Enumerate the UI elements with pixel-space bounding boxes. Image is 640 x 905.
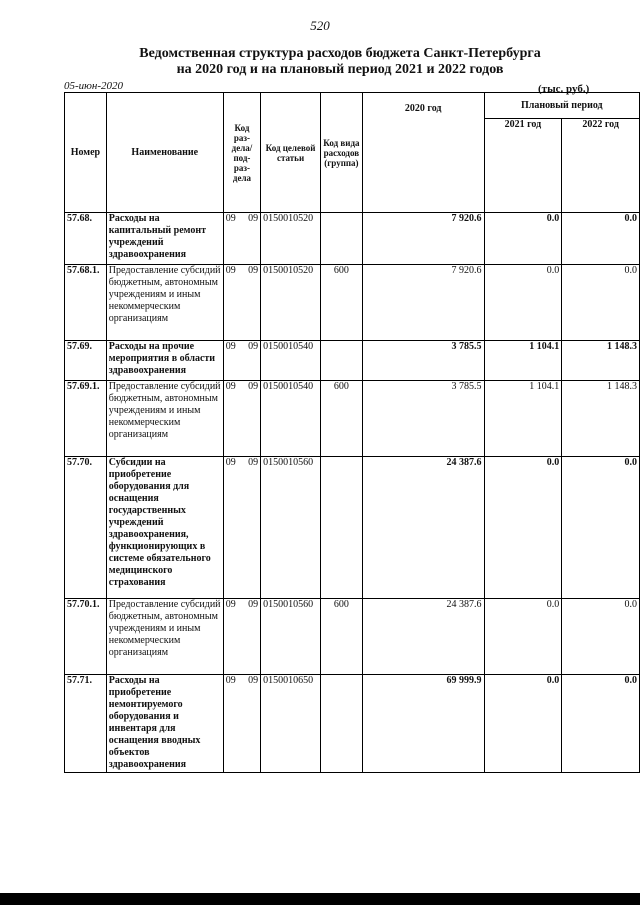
row-vid-raskhodov xyxy=(320,675,362,773)
header-kod-tselevoy: Код целевой статьи xyxy=(261,93,321,213)
row-value-2022: 0.0 xyxy=(562,213,640,265)
row-podrazdel-code: 09 xyxy=(248,341,259,352)
header-naimenovanie: Наименование xyxy=(106,93,223,213)
title-line-1: Ведомственная структура расходов бюджета Санкт-Петербурга xyxy=(139,46,541,61)
row-name: Субсидии на приобретение оборудования для оснащения государственных учреждений здравоохранения, функционирующих в системе обязательного медицинского страхования xyxy=(106,457,223,599)
row-value-2022: 0.0 xyxy=(562,265,640,341)
row-tselevaya-statya: 0150010540 xyxy=(261,341,321,381)
row-number: 57.70.1. xyxy=(65,599,107,675)
row-value-2020: 24 387.6 xyxy=(362,457,484,599)
row-razdel-code: 09 xyxy=(225,457,236,468)
header-2022: 2022 год xyxy=(562,119,640,213)
row-vid-raskhodov xyxy=(320,341,362,381)
row-name: Предоставление субсидий бюджетным, автономным учреждениям и иным некоммерческим организациям xyxy=(106,599,223,675)
row-razdel-code: 09 xyxy=(225,599,236,610)
row-razdel xyxy=(223,265,260,341)
row-vid-raskhodov: 600 xyxy=(320,381,362,457)
row-vid-raskhodov xyxy=(320,213,362,265)
row-name: Расходы на капитальный ремонт учреждений здравоохранения xyxy=(106,213,223,265)
row-value-2020: 7 920.6 xyxy=(362,265,484,341)
row-vid-raskhodov: 600 xyxy=(320,265,362,341)
row-number: 57.68.1. xyxy=(65,265,107,341)
row-value-2022: 0.0 xyxy=(562,599,640,675)
row-tselevaya-statya: 0150010650 xyxy=(261,675,321,773)
row-value-2021: 1 104.1 xyxy=(484,381,562,457)
row-razdel xyxy=(223,675,260,773)
row-tselevaya-statya: 0150010560 xyxy=(261,457,321,599)
header-2020: 2020 год xyxy=(362,93,484,213)
document-date: 05-июн-2020 xyxy=(64,80,124,92)
row-razdel-code: 09 xyxy=(225,341,236,352)
budget-table xyxy=(64,92,640,773)
row-value-2021: 0.0 xyxy=(484,457,562,599)
row-vid-raskhodov: 600 xyxy=(320,599,362,675)
row-value-2020: 7 920.6 xyxy=(362,213,484,265)
row-podrazdel-code: 09 xyxy=(248,599,259,610)
row-value-2021: 1 104.1 xyxy=(484,341,562,381)
title-line-2: на 2020 год и на плановый период 2021 и 2022 годов xyxy=(176,62,504,77)
row-vid-raskhodov xyxy=(320,457,362,599)
row-value-2020: 24 387.6 xyxy=(362,599,484,675)
table-row xyxy=(65,599,640,675)
row-razdel xyxy=(223,213,260,265)
header-nomer: Номер xyxy=(65,93,107,213)
row-name: Расходы на приобретение немонтируемого оборудования и инвентаря для оснащения вводных объектов здравоохранения xyxy=(106,675,223,773)
row-tselevaya-statya: 0150010540 xyxy=(261,381,321,457)
document-title xyxy=(0,46,640,78)
row-value-2022: 0.0 xyxy=(562,457,640,599)
row-value-2021: 0.0 xyxy=(484,675,562,773)
header-kod-vida: Код вида расходов (группа) xyxy=(320,93,362,213)
row-value-2022: 1 148.3 xyxy=(562,381,640,457)
row-razdel xyxy=(223,381,260,457)
row-name: Предоставление субсидий бюджетным, автономным учреждениям и иным некоммерческим организациям xyxy=(106,381,223,457)
row-tselevaya-statya: 0150010520 xyxy=(261,213,321,265)
row-razdel-code: 09 xyxy=(225,381,236,392)
table-row xyxy=(65,675,640,773)
table-row xyxy=(65,265,640,341)
row-number: 57.71. xyxy=(65,675,107,773)
table-row xyxy=(65,341,640,381)
row-podrazdel-code: 09 xyxy=(248,213,259,224)
row-value-2022: 1 148.3 xyxy=(562,341,640,381)
row-number: 57.70. xyxy=(65,457,107,599)
row-razdel xyxy=(223,341,260,381)
row-number: 57.68. xyxy=(65,213,107,265)
page-number: 520 xyxy=(310,18,330,33)
row-podrazdel-code: 09 xyxy=(248,381,259,392)
row-value-2020: 3 785.5 xyxy=(362,341,484,381)
row-razdel xyxy=(223,457,260,599)
table-row xyxy=(65,213,640,265)
row-podrazdel-code: 09 xyxy=(248,457,259,468)
header-planovy: Плановый период xyxy=(484,93,639,119)
row-value-2021: 0.0 xyxy=(484,265,562,341)
row-value-2021: 0.0 xyxy=(484,599,562,675)
row-razdel-code: 09 xyxy=(225,265,236,276)
row-value-2021: 0.0 xyxy=(484,213,562,265)
row-razdel-code: 09 xyxy=(225,675,236,686)
row-value-2022: 0.0 xyxy=(562,675,640,773)
row-podrazdel-code: 09 xyxy=(248,675,259,686)
row-podrazdel-code: 09 xyxy=(248,265,259,276)
row-number: 57.69. xyxy=(65,341,107,381)
row-value-2020: 69 999.9 xyxy=(362,675,484,773)
header-2021: 2021 год xyxy=(484,119,562,213)
row-razdel xyxy=(223,599,260,675)
table-body xyxy=(65,213,640,773)
table-row xyxy=(65,381,640,457)
row-tselevaya-statya: 0150010520 xyxy=(261,265,321,341)
row-value-2020: 3 785.5 xyxy=(362,381,484,457)
scan-border xyxy=(0,893,640,905)
header-kod-razdela: Код раз- дела/ под- раз- дела xyxy=(223,93,260,213)
row-razdel-code: 09 xyxy=(225,213,236,224)
row-number: 57.69.1. xyxy=(65,381,107,457)
row-name: Предоставление субсидий бюджетным, автономным учреждениям и иным некоммерческим организациям xyxy=(106,265,223,341)
row-tselevaya-statya: 0150010560 xyxy=(261,599,321,675)
units-label: (тыс. руб.) xyxy=(538,83,590,95)
row-name: Расходы на прочие мероприятия в области здравоохранения xyxy=(106,341,223,381)
table-row xyxy=(65,457,640,599)
